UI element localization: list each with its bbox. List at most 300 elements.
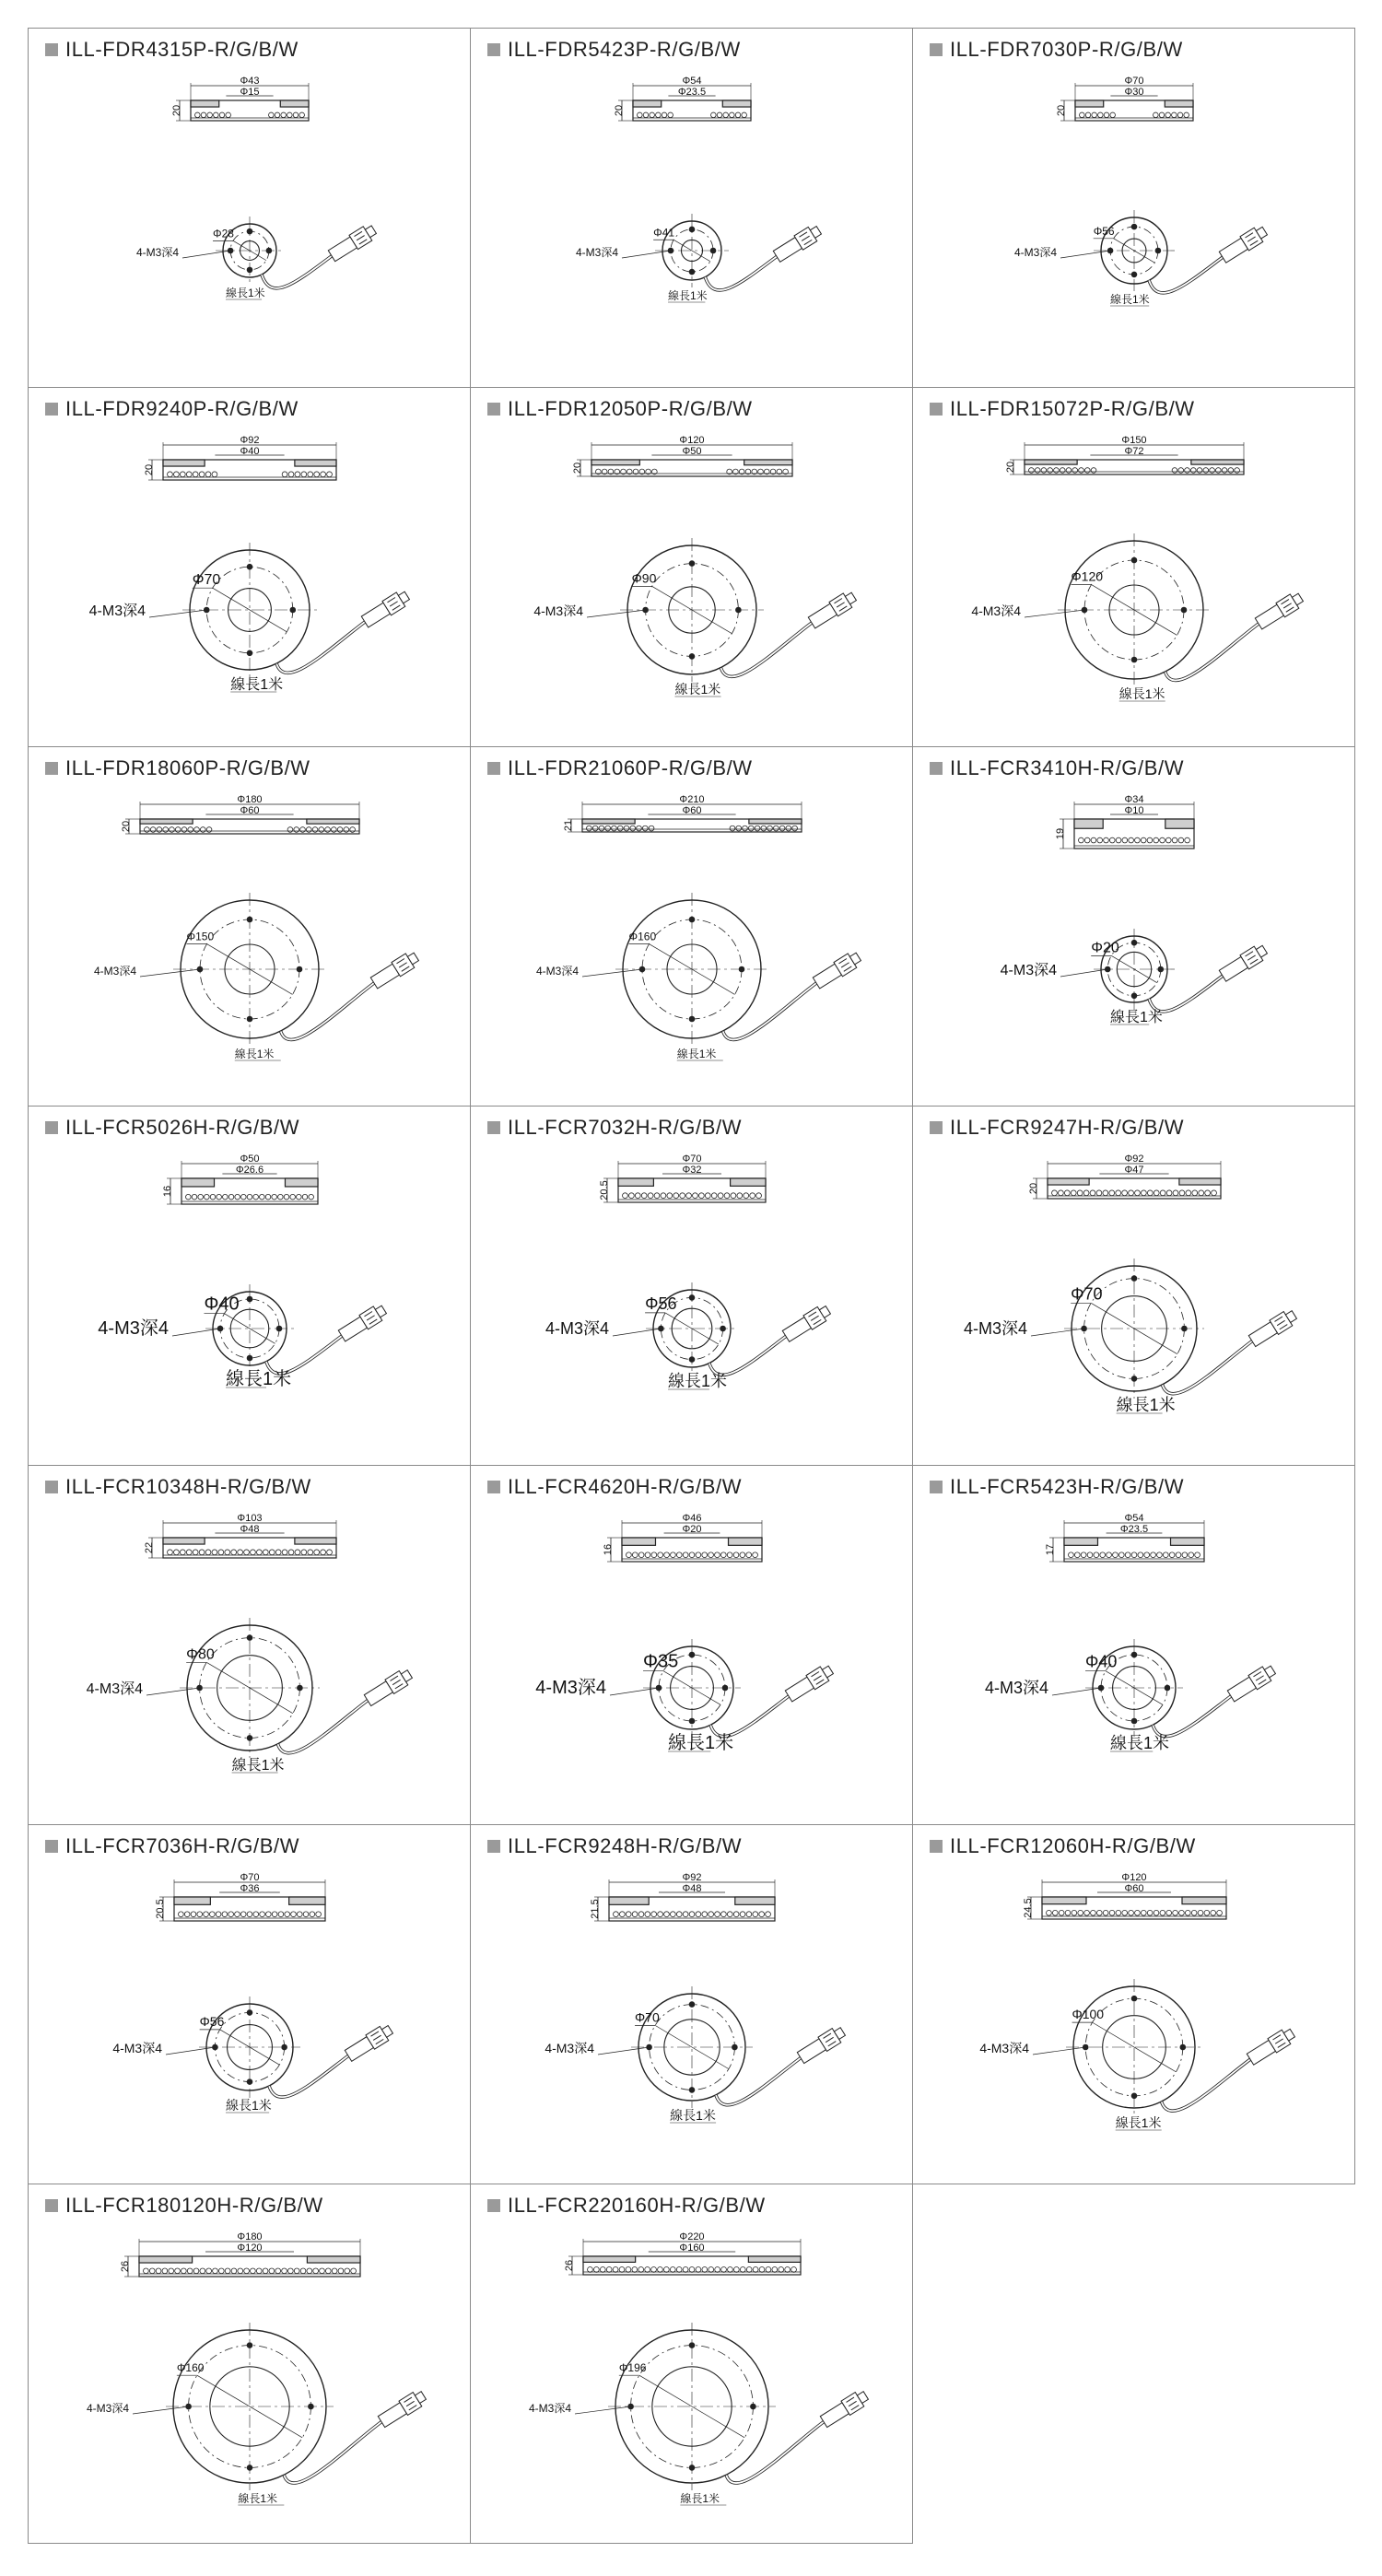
outer-diameter-label: Φ54 <box>682 76 702 87</box>
mounting-hole <box>282 2044 287 2050</box>
plug-icon <box>784 1663 835 1704</box>
height-label: 16 <box>603 1543 614 1556</box>
outer-diameter-label: Φ34 <box>1124 794 1144 805</box>
screw-spec-label: 4-M3深4 <box>533 603 583 618</box>
cable-length-label: 線長1米 <box>668 1733 734 1753</box>
hatched-housing-right <box>744 460 792 465</box>
mounting-hole <box>689 1357 695 1363</box>
mounting-hole <box>689 2002 695 2008</box>
hatched-housing-right <box>729 1538 762 1545</box>
cable-length-label: 線長1米 <box>1110 1010 1163 1025</box>
inner-diameter-label: Φ48 <box>682 1883 702 1894</box>
screw-spec-label: 4-M3深4 <box>535 1678 606 1698</box>
screw-spec-label: 4-M3深4 <box>984 1679 1048 1697</box>
outer-diameter-label: Φ54 <box>1124 1513 1144 1524</box>
cable-length-label: 線長1米 <box>676 1048 717 1060</box>
product-title: ILL-FDR5423P-R/G/B/W <box>508 38 741 61</box>
cable-length-label: 線長1米 <box>1118 686 1165 701</box>
screw-spec-label: 4-M3深4 <box>979 2041 1029 2055</box>
dimension-drawing <box>29 1466 471 1825</box>
bolt-circle-label: Φ90 <box>631 570 657 586</box>
screw-spec-label: 4-M3深4 <box>98 1318 169 1339</box>
front-view <box>622 214 729 287</box>
hatched-housing-right <box>748 2256 801 2262</box>
mounting-hole <box>247 267 252 273</box>
product-cell <box>470 2184 913 2544</box>
outer-diameter-label: Φ180 <box>237 2231 263 2242</box>
mounting-hole <box>710 248 716 253</box>
hatched-housing-left <box>1075 100 1104 107</box>
mounting-hole <box>689 1295 695 1301</box>
dimension-drawing <box>913 1107 1355 1466</box>
mounting-hole <box>689 227 695 232</box>
front-view <box>598 1986 753 2108</box>
inner-diameter-label: Φ10 <box>1124 805 1144 816</box>
bolt-circle-label: Φ100 <box>1072 2007 1105 2022</box>
bolt-circle-label: Φ150 <box>186 930 215 943</box>
mounting-hole <box>247 1736 252 1741</box>
dimension-drawing <box>913 388 1355 747</box>
product-cell <box>912 1106 1355 1466</box>
mounting-hole <box>1131 272 1137 277</box>
product-cell <box>912 1824 1355 2184</box>
front-view <box>166 1996 300 2098</box>
inner-diameter-label: Φ160 <box>679 2242 705 2254</box>
mounting-hole <box>247 228 252 234</box>
screw-spec-label: 4-M3深4 <box>86 1681 143 1697</box>
mounting-hole <box>739 966 744 972</box>
hatched-housing-right <box>307 2256 360 2263</box>
cable-length-label: 線長1米 <box>668 289 708 302</box>
bolt-circle-label: Φ70 <box>1071 1284 1103 1304</box>
product-title: ILL-FCR4620H-R/G/B/W <box>508 1475 743 1498</box>
dimension-drawing <box>913 1825 1355 2184</box>
mounting-hole <box>1131 557 1137 563</box>
plug-icon <box>819 2388 870 2429</box>
mounting-hole <box>1165 1685 1170 1691</box>
product-cell <box>912 387 1355 747</box>
height-label: 20 <box>171 104 182 117</box>
screw-spec-label: 4-M3深4 <box>528 2402 571 2415</box>
outer-diameter-label: Φ70 <box>682 1153 702 1165</box>
height-label: 19 <box>1055 827 1066 840</box>
plug-icon <box>360 589 411 629</box>
plug-icon <box>363 1667 414 1707</box>
mounting-hole <box>722 1685 728 1691</box>
cable-length-label: 線長1米 <box>1115 2115 1162 2130</box>
height-label: 21 <box>563 819 574 832</box>
dimension-drawing <box>471 747 913 1107</box>
hatched-housing-right <box>289 1897 325 1904</box>
dimension-drawing <box>913 747 1355 1107</box>
height-label: 20 <box>144 463 155 476</box>
mounting-hole <box>689 1652 695 1657</box>
screw-spec-label: 4-M3深4 <box>88 603 146 619</box>
cable-connector <box>1149 943 1269 1012</box>
plug-icon <box>772 223 823 263</box>
mounting-hole <box>290 607 296 613</box>
product-title: ILL-FCR9248H-R/G/B/W <box>508 1834 743 1857</box>
product-cell <box>912 1465 1355 1825</box>
height-label: 17 <box>1045 1543 1056 1556</box>
plug-icon <box>377 2388 427 2429</box>
hatched-housing-left <box>174 1897 210 1904</box>
mounting-hole <box>1180 2044 1186 2050</box>
inner-diameter-label: Φ60 <box>682 805 702 816</box>
inner-diameter-label: Φ20 <box>682 1524 702 1535</box>
mounting-hole <box>689 561 695 567</box>
hatched-housing-left <box>140 819 193 824</box>
plug-icon <box>796 2024 847 2065</box>
mounting-hole <box>1131 224 1137 229</box>
inner-diameter-label: Φ32 <box>682 1165 702 1176</box>
height-label: 20 <box>1056 104 1067 117</box>
front-view <box>133 2323 334 2490</box>
cable-length-label: 線長1米 <box>680 2492 720 2505</box>
cable-connector <box>705 223 823 290</box>
mounting-hole <box>247 2079 252 2085</box>
product-cell <box>28 1824 471 2184</box>
bolt-circle-label: Φ160 <box>176 2361 205 2375</box>
mounting-hole <box>1131 657 1137 662</box>
product-cell <box>470 1106 913 1466</box>
mounting-hole <box>1131 1718 1137 1724</box>
mounting-hole <box>1131 1376 1137 1382</box>
front-view <box>1052 1639 1183 1737</box>
outer-diameter-label: Φ180 <box>237 794 263 805</box>
inner-diameter-label: Φ60 <box>240 805 260 816</box>
plug-icon <box>1254 591 1305 631</box>
height-label: 20 <box>121 820 132 833</box>
bolt-circle-label: Φ56 <box>1093 224 1115 238</box>
screw-spec-label: 4-M3深4 <box>545 1319 609 1338</box>
height-label: 20 <box>1028 1182 1039 1195</box>
cable-length-label: 線長1米 <box>226 2098 272 2113</box>
bolt-circle-label: Φ20 <box>1091 940 1119 956</box>
mounting-hole <box>247 1296 252 1302</box>
cable-connector <box>1149 224 1269 293</box>
cable-length-label: 線長1米 <box>230 677 284 693</box>
plug-icon <box>1247 1307 1298 1348</box>
screw-spec-label: 4-M3深4 <box>535 965 579 978</box>
plug-icon <box>781 1303 832 1343</box>
hatched-housing-left <box>163 460 205 466</box>
mounting-hole <box>266 248 272 253</box>
hatched-housing-left <box>618 1178 653 1186</box>
mounting-hole <box>1155 248 1161 253</box>
bolt-circle-label: Φ70 <box>635 2009 660 2025</box>
hatched-housing-right <box>280 100 309 107</box>
hatched-housing-right <box>1165 819 1194 828</box>
hatched-housing-right <box>735 1897 775 1904</box>
product-title: ILL-FCR12060H-R/G/B/W <box>950 1834 1196 1857</box>
front-view <box>582 893 768 1046</box>
height-label: 20.5 <box>155 1899 166 1919</box>
hatched-housing-left <box>583 2256 636 2262</box>
bolt-circle-label: Φ120 <box>1071 568 1104 584</box>
product-cell <box>470 1824 913 2184</box>
product-title: ILL-FCR180120H-R/G/B/W <box>65 2194 323 2217</box>
hatched-housing-left <box>163 1538 205 1544</box>
bolt-circle-label: Φ80 <box>186 1646 215 1663</box>
hatched-housing-right <box>1191 460 1244 464</box>
hatched-housing-right <box>731 1178 766 1186</box>
outer-diameter-label: Φ70 <box>240 1872 260 1883</box>
product-cell <box>28 2184 471 2544</box>
dimension-drawing <box>471 1466 913 1825</box>
outer-diameter-label: Φ92 <box>1124 1153 1144 1165</box>
product-title: ILL-FDR18060P-R/G/B/W <box>65 756 310 779</box>
hatched-housing-left <box>1074 819 1103 828</box>
plug-icon <box>1246 2026 1296 2067</box>
hatched-housing-right <box>1165 100 1193 107</box>
hatched-housing-left <box>1048 1178 1089 1185</box>
cable-length-label: 線長1米 <box>674 682 721 697</box>
product-title: ILL-FCR7036H-R/G/B/W <box>65 1834 300 1857</box>
mounting-hole <box>1158 966 1164 972</box>
inner-diameter-label: Φ26.6 <box>235 1165 264 1176</box>
outer-diameter-label: Φ220 <box>679 2231 705 2242</box>
screw-spec-label: 4-M3深4 <box>971 603 1021 618</box>
bolt-circle-label: Φ56 <box>645 1294 677 1313</box>
mounting-hole <box>689 1718 695 1724</box>
plug-icon <box>812 950 862 990</box>
product-cell <box>470 1465 913 1825</box>
hatched-housing-left <box>609 1897 649 1904</box>
dimension-drawing <box>29 2184 471 2544</box>
dimension-drawing <box>471 1825 913 2184</box>
product-title: ILL-FCR5026H-R/G/B/W <box>65 1116 300 1139</box>
cable-length-label: 線長1米 <box>234 1048 275 1060</box>
product-title: ILL-FCR9247H-R/G/B/W <box>950 1116 1185 1139</box>
outer-diameter-label: Φ92 <box>682 1872 702 1883</box>
cable-length-label: 線長1米 <box>238 2492 278 2505</box>
mounting-hole <box>1131 1276 1137 1282</box>
bolt-circle-label: Φ40 <box>204 1294 240 1315</box>
inner-diameter-label: Φ47 <box>1124 1165 1144 1176</box>
bolt-circle-label: Φ70 <box>192 572 221 589</box>
cable-length-label: 線長1米 <box>226 287 265 299</box>
screw-spec-label: 4-M3深4 <box>545 2041 594 2055</box>
height-label: 24.5 <box>1023 1898 1034 1918</box>
cable-length-label: 線長1米 <box>1116 1396 1176 1414</box>
front-view <box>575 2323 776 2490</box>
dimension-drawing <box>29 29 471 388</box>
cable-length-label: 線長1米 <box>668 1372 728 1390</box>
hatched-housing-left <box>622 1538 655 1545</box>
mounting-hole <box>1131 1652 1137 1657</box>
inner-diameter-label: Φ72 <box>1124 446 1144 457</box>
front-view <box>146 1618 320 1758</box>
mounting-hole <box>247 2465 252 2471</box>
product-title: ILL-FDR9240P-R/G/B/W <box>65 397 299 420</box>
product-cell <box>28 387 471 747</box>
height-label: 21.5 <box>590 1899 601 1919</box>
screw-spec-label: 4-M3深4 <box>135 246 179 259</box>
hatched-housing-left <box>1025 460 1077 464</box>
product-title: ILL-FCR5423H-R/G/B/W <box>950 1475 1185 1498</box>
front-view <box>1031 1259 1204 1399</box>
hatched-housing-right <box>1171 1538 1204 1545</box>
mounting-hole <box>689 2088 695 2093</box>
product-title: ILL-FDR4315P-R/G/B/W <box>65 38 299 61</box>
hatched-housing-right <box>295 460 336 466</box>
bolt-circle-label: Φ160 <box>628 930 657 943</box>
plug-icon <box>1218 943 1269 983</box>
cable-connector <box>262 223 379 288</box>
hatched-housing-right <box>295 1538 336 1544</box>
mounting-hole <box>298 1685 303 1691</box>
bolt-circle-label: Φ56 <box>199 2013 225 2029</box>
dimension-drawing <box>471 29 913 388</box>
hatched-housing-right <box>722 100 751 107</box>
outer-diameter-label: Φ50 <box>240 1153 260 1165</box>
dimension-drawing <box>913 29 1355 388</box>
hatched-housing-left <box>1064 1538 1097 1545</box>
mounting-hole <box>689 1016 695 1022</box>
screw-spec-label: 4-M3深4 <box>963 1319 1027 1338</box>
plug-icon <box>1218 224 1269 264</box>
mounting-hole <box>247 917 252 922</box>
bolt-circle-label: Φ35 <box>643 1651 679 1672</box>
outer-diameter-label: Φ92 <box>240 435 260 446</box>
inner-diameter-label: Φ15 <box>240 87 260 98</box>
mounting-hole <box>732 2044 738 2050</box>
product-title: ILL-FDR12050P-R/G/B/W <box>508 397 753 420</box>
front-view <box>1060 210 1175 291</box>
hatched-housing-right <box>285 1178 318 1187</box>
screw-spec-label: 4-M3深4 <box>93 965 136 978</box>
mounting-hole <box>247 564 252 569</box>
bolt-circle-label: Φ28 <box>213 227 234 240</box>
mounting-hole <box>247 1355 252 1361</box>
product-cell <box>912 28 1355 388</box>
height-label: 16 <box>162 1185 173 1198</box>
plug-icon <box>337 1303 388 1343</box>
mounting-hole <box>689 2465 695 2471</box>
mounting-hole <box>1181 607 1187 613</box>
hatched-housing-left <box>182 1178 215 1187</box>
product-cell <box>470 387 913 747</box>
hatched-housing-right <box>1179 1178 1221 1185</box>
height-label: 26 <box>120 2260 131 2273</box>
hatched-housing-left <box>191 100 219 107</box>
hatched-housing-left <box>1042 1897 1086 1904</box>
plug-icon <box>369 950 420 990</box>
outer-diameter-label: Φ46 <box>682 1513 702 1524</box>
product-cell <box>470 28 913 388</box>
dimension-drawing <box>29 1825 471 2184</box>
inner-diameter-label: Φ60 <box>1124 1883 1144 1894</box>
inner-diameter-label: Φ30 <box>1124 87 1144 98</box>
mounting-hole <box>1131 993 1137 999</box>
plug-icon <box>327 223 378 263</box>
product-title: ILL-FCR220160H-R/G/B/W <box>508 2194 766 2217</box>
cable-length-label: 線長1米 <box>670 2108 716 2123</box>
plug-icon <box>1226 1663 1277 1704</box>
product-cell <box>912 746 1355 1107</box>
outer-diameter-label: Φ210 <box>679 794 705 805</box>
product-cell <box>470 746 913 1107</box>
inner-diameter-label: Φ23.5 <box>1119 1524 1149 1535</box>
bolt-circle-label: Φ196 <box>618 2361 647 2375</box>
product-title: ILL-FDR15072P-R/G/B/W <box>950 397 1195 420</box>
mounting-hole <box>297 966 302 972</box>
height-label: 20 <box>1005 461 1016 474</box>
product-cell <box>28 746 471 1107</box>
product-cell <box>28 28 471 388</box>
outer-diameter-label: Φ103 <box>237 1513 263 1524</box>
hatched-housing-left <box>582 819 635 824</box>
dimension-drawing <box>471 388 913 747</box>
height-label: 26 <box>564 2259 575 2272</box>
mounting-hole <box>276 1326 282 1331</box>
front-view <box>140 893 326 1046</box>
hatched-housing-right <box>749 819 802 824</box>
screw-spec-label: 4-M3深4 <box>1000 963 1057 978</box>
dimension-drawing <box>29 388 471 747</box>
outer-diameter-label: Φ70 <box>1124 76 1144 87</box>
hatched-housing-left <box>591 460 639 465</box>
inner-diameter-label: Φ36 <box>240 1883 260 1894</box>
mounting-hole <box>1182 1326 1188 1331</box>
mounting-hole <box>1131 1996 1137 2001</box>
plug-icon <box>807 590 858 630</box>
product-title: ILL-FCR3410H-R/G/B/W <box>950 756 1185 779</box>
cable-length-label: 線長1米 <box>231 1758 285 1774</box>
height-label: 20 <box>614 104 625 117</box>
inner-diameter-label: Φ40 <box>240 446 260 457</box>
front-view <box>149 543 317 677</box>
dimension-drawing <box>913 1466 1355 1825</box>
front-view <box>1033 1979 1202 2115</box>
mounting-hole <box>689 2343 695 2348</box>
product-title: ILL-FDR21060P-R/G/B/W <box>508 756 753 779</box>
plug-icon <box>344 2022 394 2063</box>
dimension-drawing <box>471 2184 913 2544</box>
outer-diameter-label: Φ43 <box>240 76 260 87</box>
mounting-hole <box>247 2010 252 2016</box>
screw-spec-label: 4-M3深4 <box>86 2402 129 2415</box>
screw-spec-label: 4-M3深4 <box>1013 246 1057 259</box>
outer-diameter-label: Φ150 <box>1121 435 1147 446</box>
height-label: 20.5 <box>599 1180 610 1200</box>
inner-diameter-label: Φ120 <box>237 2242 263 2254</box>
cable-length-label: 線長1米 <box>1110 1734 1170 1752</box>
outer-diameter-label: Φ120 <box>679 435 705 446</box>
screw-spec-label: 4-M3深4 <box>112 2041 162 2055</box>
cable-length-label: 線長1米 <box>1110 293 1150 306</box>
front-view <box>587 538 764 682</box>
outer-diameter-label: Φ120 <box>1121 1872 1147 1883</box>
mounting-hole <box>736 607 742 613</box>
mounting-hole <box>689 269 695 275</box>
dimension-drawing <box>29 747 471 1107</box>
dimension-drawing <box>471 1107 913 1466</box>
hatched-housing-left <box>139 2256 193 2263</box>
mounting-hole <box>1131 940 1137 945</box>
mounting-hole <box>751 2404 756 2409</box>
hatched-housing-left <box>633 100 662 107</box>
mounting-hole <box>247 650 252 656</box>
mounting-hole <box>720 1326 726 1331</box>
product-cell <box>28 1465 471 1825</box>
mounting-hole <box>247 1016 252 1022</box>
mounting-hole <box>247 1635 252 1641</box>
mounting-hole <box>1131 2093 1137 2099</box>
product-cell <box>28 1106 471 1466</box>
screw-spec-label: 4-M3深4 <box>575 246 618 259</box>
